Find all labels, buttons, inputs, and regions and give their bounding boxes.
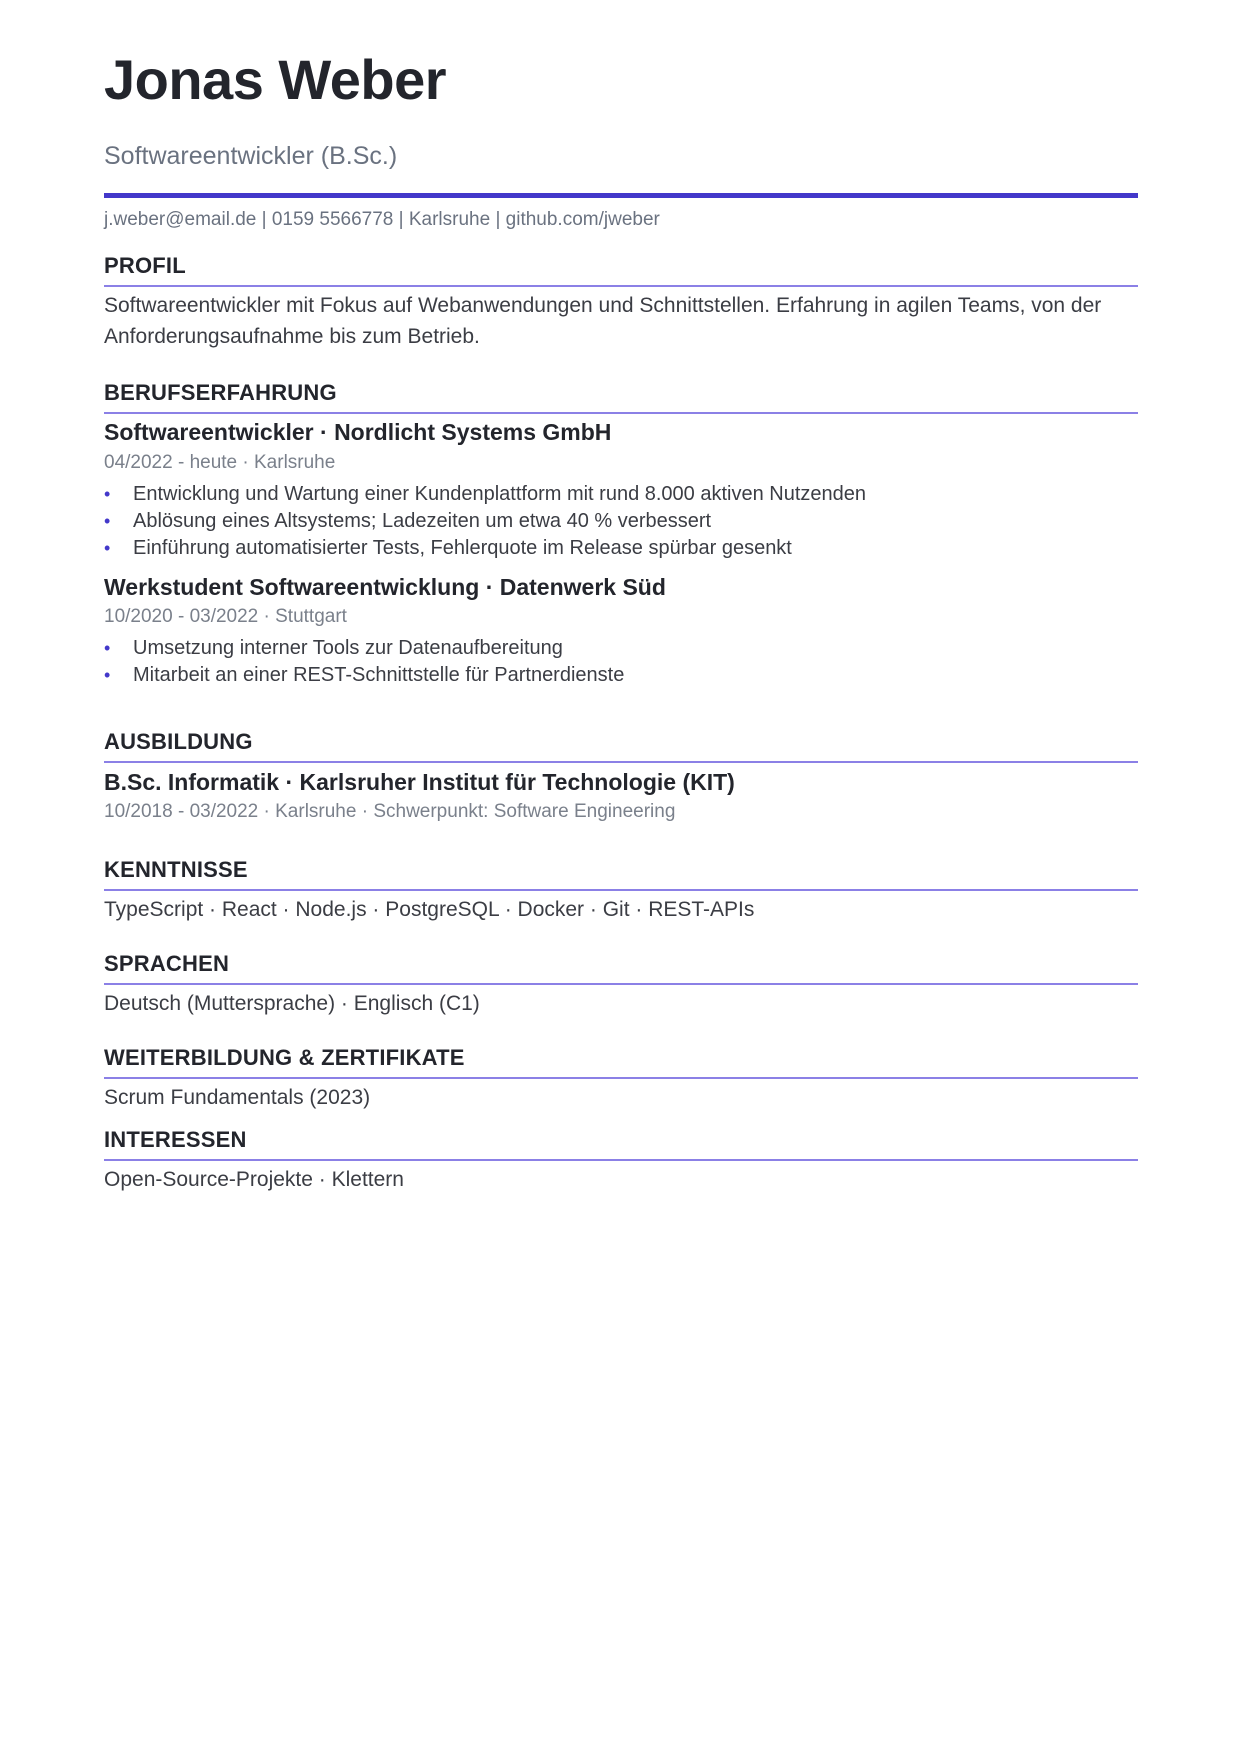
interests-text: Open-Source-Projekte · Klettern: [104, 1168, 404, 1192]
bullet-icon: •: [104, 537, 111, 558]
section-title-interests: INTERESSEN: [104, 1127, 1138, 1161]
job-meta: 10/2020 - 03/2022 · Stuttgart: [104, 606, 347, 628]
job-entry: [104, 574, 1138, 689]
list-item: [104, 635, 1138, 662]
job-bullets: [104, 635, 1138, 689]
languages-text: Deutsch (Muttersprache) · Englisch (C1): [104, 992, 480, 1016]
bullet-text: Einführung automatisierter Tests, Fehlerquote im Release spürbar gesenkt: [133, 536, 792, 559]
interests-section: [104, 1127, 1138, 1195]
list-item: [104, 508, 1138, 535]
experience-section: [104, 380, 1138, 689]
bullet-text: Mitarbeit an einer REST-Schnittstelle für Partnerdienste: [133, 664, 625, 687]
profile-text: Softwareentwickler mit Fokus auf Webanwendungen und Schnittstellen. Erfahrung in agilen Teams, von der Anforderungsaufnahme bis zum Betrieb.: [104, 294, 1102, 349]
section-title-experience: BERUFSERFAHRUNG: [104, 380, 1138, 414]
list-item: [104, 535, 1138, 562]
skills-section: [104, 857, 1138, 925]
section-title-profile: PROFIL: [104, 253, 1138, 287]
job-bullets: [104, 481, 1138, 562]
section-title-skills: KENNTNISSE: [104, 857, 1138, 891]
section-title-certificates: WEITERBILDUNG & ZERTIFIKATE: [104, 1045, 1138, 1079]
job-title: Softwareentwickler · Nordlicht Systems GmbH: [104, 419, 612, 446]
certificates-section: [104, 1045, 1138, 1113]
languages-section: [104, 951, 1138, 1019]
bullet-text: Umsetzung interner Tools zur Datenaufbereitung: [133, 637, 563, 660]
section-title-languages: SPRACHEN: [104, 951, 1138, 985]
candidate-name: Jonas Weber: [104, 48, 447, 111]
profile-section: [104, 253, 1138, 352]
bullet-icon: •: [104, 665, 111, 686]
section-title-education: AUSBILDUNG: [104, 729, 1138, 763]
education-section: [104, 729, 1138, 824]
education-meta: 10/2018 - 03/2022 · Karlsruhe · Schwerpunkt: Software Engineering: [104, 800, 676, 822]
certificates-text: Scrum Fundamentals (2023): [104, 1086, 371, 1110]
job-entry: [104, 419, 1138, 561]
job-meta: 04/2022 - heute · Karlsruhe: [104, 451, 336, 473]
job-title: Werkstudent Softwareentwicklung · Datenwerk Süd: [104, 573, 666, 600]
bullet-text: Ablösung eines Altsystems; Ladezeiten um etwa 40 % verbessert: [133, 509, 712, 532]
skills-text: TypeScript · React · Node.js · PostgreSQL · Docker · Git · REST-APIs: [104, 898, 755, 922]
education-degree: B.Sc. Informatik · Karlsruher Institut für Technologie (KIT): [104, 769, 735, 796]
bullet-icon: •: [104, 483, 111, 504]
list-item: [104, 481, 1138, 508]
bullet-icon: •: [104, 638, 111, 659]
contact-line: j.weber@email.de | 0159 5566778 | Karlsruhe | github.com/jweber: [104, 209, 660, 230]
header-divider: [104, 193, 1138, 198]
candidate-subtitle: Softwareentwickler (B.Sc.): [104, 142, 398, 170]
bullet-text: Entwicklung und Wartung einer Kundenplattform mit rund 8.000 aktiven Nutzenden: [133, 482, 867, 505]
bullet-icon: •: [104, 510, 111, 531]
list-item: [104, 662, 1138, 689]
